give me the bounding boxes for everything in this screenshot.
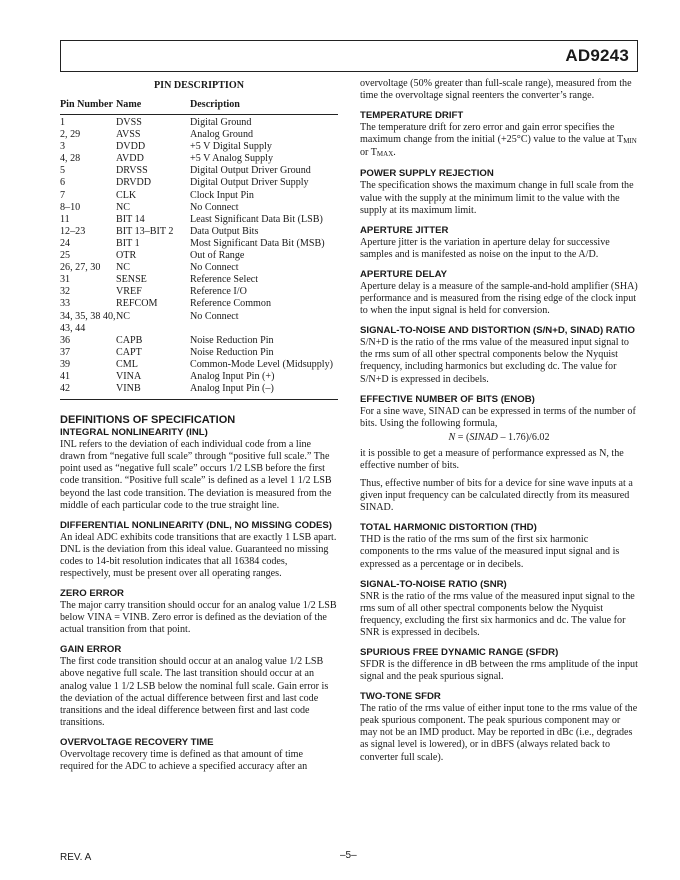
pin-description-cell: Digital Output Driver Ground: [190, 165, 311, 177]
pin-number-cell: 2, 29: [60, 129, 81, 141]
section-heading: TWO-TONE SFDR: [360, 691, 441, 703]
section-heading: INTEGRAL NONLINEARITY (INL): [60, 427, 208, 439]
pin-number-cell: 36: [60, 334, 71, 346]
right-definitions: [360, 168, 638, 385]
section-paragraph: The first code transition should occur at an analog value 1/2 LSB above negative full scale. The last transition should occur at an analog value 1 1/2 LSB below the nominal full scale. Gain error is the deviation of the actual difference between first and last code transitions and the ideal difference between first and last code transitions.: [60, 656, 329, 728]
section-heading: OVERVOLTAGE RECOVERY TIME: [60, 736, 214, 748]
col-header-pin: Pin Number: [60, 99, 116, 115]
pin-description-cell: Reference Common: [190, 298, 272, 310]
section-paragraph: Overvoltage recovery time is defined as that amount of time required for the ADC to achieve a specified accuracy after an: [60, 748, 308, 773]
temp-min-subscript: MIN: [623, 137, 637, 146]
table-row: [60, 371, 338, 383]
section-paragraph: The major carry transition should occur for an analog value 1/2 LSB below VINA = VINB. Zero error is defined as the deviation of the actual transition from that point.: [60, 600, 337, 636]
left-column: [60, 78, 338, 773]
pin-number-cell: 34, 35, 38 40, 43, 44: [60, 310, 116, 334]
table-row: [60, 141, 338, 153]
pin-name-cell: CLK: [116, 189, 137, 201]
section-heading: SIGNAL-TO-NOISE RATIO (SNR): [360, 578, 507, 590]
footer-revision: REV. A: [60, 852, 92, 863]
pin-description-cell: Analog Input Pin (+): [190, 370, 275, 382]
table-row: [60, 115, 338, 130]
table-row: [60, 262, 338, 274]
pin-description-cell: Digital Output Driver Supply: [190, 177, 309, 189]
pin-description-cell: Digital Ground: [190, 117, 252, 128]
enob-para-2: it is possible to get a measure of performance expressed as N, the effective number of bits.: [360, 447, 624, 471]
enob-para-3: Thus, effective number of bits for a device for sine wave inputs at a given input frequency can be calculated directly from its measured SINAD.: [360, 478, 633, 514]
right-column: [360, 78, 638, 764]
pin-name-cell: BIT 14: [116, 213, 145, 225]
pin-name-cell: DRVSS: [116, 165, 148, 177]
temp-drift-heading: TEMPERATURE DRIFT: [360, 110, 464, 122]
pin-name-cell: SENSE: [116, 274, 147, 286]
formula-sinad: SINAD: [469, 431, 498, 443]
pin-description-cell: +5 V Digital Supply: [190, 141, 272, 153]
right-definitions-2: [360, 522, 638, 763]
pin-number-cell: 5: [60, 165, 66, 177]
pin-name-cell: CAPB: [116, 334, 143, 346]
pin-number-cell: 37: [60, 346, 71, 358]
table-row: [60, 347, 338, 359]
section-heading: GAIN ERROR: [60, 644, 122, 656]
page-header-box: [60, 40, 638, 72]
section-heading: SIGNAL-TO-NOISE AND DISTORTION (S/N+D, SINAD) RATIO: [360, 325, 635, 337]
pin-number-cell: 25: [60, 250, 71, 262]
table-row: [60, 177, 338, 189]
table-row: [60, 286, 338, 298]
section-heading: ZERO ERROR: [60, 588, 124, 600]
pin-name-cell: VINB: [116, 383, 141, 395]
section-paragraph: Aperture delay is a measure of the sample-and-hold amplifier (SHA) performance and is measured from the rising edge of the clock input to when the input signal is held for conversion.: [360, 280, 638, 317]
table-row: [60, 359, 338, 371]
pin-name-cell: BIT 1: [116, 237, 140, 249]
section-heading: DIFFERENTIAL NONLINEARITY (DNL, NO MISSING CODES): [60, 519, 333, 531]
table-row: [60, 250, 338, 262]
section-heading: APERTURE JITTER: [360, 224, 449, 236]
left-definitions: [60, 427, 338, 773]
enob-formula: [360, 432, 638, 444]
pin-number-cell: 4, 28: [60, 153, 81, 165]
table-bottom-rule: [60, 399, 338, 400]
pin-name-cell: NC: [116, 262, 131, 274]
section-paragraph: The specification shows the maximum change in full scale from the value with the supply at the minimum limit to the value with the supply at its maximum limit.: [360, 180, 634, 216]
col-header-name: Name: [116, 99, 190, 115]
temp-drift-text: [360, 122, 638, 160]
temp-drift-text-c: .: [393, 147, 396, 159]
pin-description-cell: Least Significant Data Bit (LSB): [190, 213, 323, 225]
formula-mid: = (: [455, 431, 470, 443]
footer-page-number: –5–: [340, 850, 357, 861]
section-paragraph: THD is the ratio of the rms sum of the first six harmonic components to the rms value of the measured input signal and is expressed as a percentage or in decibels.: [360, 534, 620, 570]
pin-description-cell: Analog Input Pin (–): [190, 383, 274, 395]
temp-drift-text-a: The temperature drift for zero error and gain error specifies the maximum change from the initial (+25°C) value to the value at T: [360, 122, 624, 146]
pin-name-cell: AVDD: [116, 153, 144, 165]
section-heading: TOTAL HARMONIC DISTORTION (THD): [360, 522, 537, 534]
pin-name-cell: NC: [116, 201, 131, 213]
table-row: [60, 190, 338, 202]
section-paragraph: S/N+D is the ratio of the rms value of the measured input signal to the rms sum of all other spectral components below the Nyquist frequency, including harmonics but excluding dc. The value for S/N+D is expressed in decibels.: [360, 337, 629, 385]
pin-name-cell: OTR: [116, 250, 137, 262]
pin-name-cell: DVDD: [116, 141, 146, 153]
pin-description-cell: Out of Range: [190, 250, 245, 262]
temp-max-subscript: MAX: [376, 150, 394, 159]
pin-description-cell: Clock Input Pin: [190, 189, 254, 201]
pin-description-cell: Noise Reduction Pin: [190, 334, 274, 346]
pin-description-cell: Common-Mode Level (Midsupply): [190, 358, 333, 370]
pin-name-cell: DVSS: [116, 117, 142, 128]
pin-number-cell: 32: [60, 286, 71, 298]
pin-number-cell: 11: [60, 213, 70, 225]
section-heading: SPURIOUS FREE DYNAMIC RANGE (SFDR): [360, 647, 559, 658]
section-paragraph: INL refers to the deviation of each individual code from a line drawn from “negative full scale” through “positive full scale.” The point used as “negative full scale” occurs 1/2 LSB before the first code transition. “Positive full scale” is defined as a level 1 1/2 LSB beyond the last code transition. The deviation is measured from the middle of each particular code to the true straight line.: [60, 439, 332, 511]
formula-end: – 1.76)/6.02: [497, 431, 550, 443]
section-paragraph: An ideal ADC exhibits code transitions that are exactly 1 LSB apart. DNL is the deviation from this ideal value. Guaranteed no missing codes to 14-bit resolution indicates that all 16384 codes, respectively, must be present over all operating ranges.: [60, 531, 337, 579]
section-paragraph: The ratio of the rms value of either input tone to the rms value of the peak spurious component. The peak spurious component may or may not be an IMD product. May be reported in dBc (i.e., degrades as signal level is lowered), or in dBFS (always related back to converter full scale).: [360, 703, 638, 763]
part-number: AD9243: [565, 46, 629, 65]
pin-number-cell: 1: [60, 117, 66, 128]
definitions-title: DEFINITIONS OF SPECIFICATION: [60, 414, 236, 427]
pin-number-cell: 31: [60, 274, 71, 286]
pin-description-cell: Data Output Bits: [190, 225, 259, 237]
pin-description-cell: Noise Reduction Pin: [190, 346, 274, 358]
pin-description-cell: +5 V Analog Supply: [190, 153, 273, 165]
pin-name-cell: VREF: [116, 286, 142, 298]
pin-name-cell: BIT 13–BIT 2: [116, 225, 174, 237]
pin-number-cell: 24: [60, 237, 71, 249]
overvoltage-continuation: overvoltage (50% greater than full-scale range), measured from the time the overvoltage signal reenters the converter’s range.: [360, 78, 632, 102]
pin-name-cell: CML: [116, 358, 138, 370]
pin-description-table: [60, 99, 338, 395]
pin-number-cell: 42: [60, 383, 71, 395]
section-heading: APERTURE DELAY: [360, 268, 448, 280]
pin-description-cell: No Connect: [190, 310, 239, 322]
pin-number-cell: 3: [60, 141, 66, 153]
pin-number-cell: 12–23: [60, 225, 86, 237]
pin-number-cell: 26, 27, 30: [60, 262, 101, 274]
pin-description-cell: No Connect: [190, 262, 239, 274]
pin-name-cell: REFCOM: [116, 298, 158, 310]
pin-name-cell: VINA: [116, 370, 142, 382]
pin-description-cell: Analog Ground: [190, 129, 254, 141]
formula-n: N: [448, 431, 456, 443]
enob-para-1: For a sine wave, SINAD can be expressed in terms of the number of bits. Using the following formula,: [360, 405, 636, 429]
pin-table-body: [60, 115, 338, 396]
pin-number-cell: 39: [60, 358, 71, 370]
pin-name-cell: CAPT: [116, 346, 142, 358]
enob-heading: EFFECTIVE NUMBER OF BITS (ENOB): [360, 393, 535, 405]
pin-name-cell: DRVDD: [116, 177, 152, 189]
pin-number-cell: 8–10: [60, 201, 81, 213]
col-header-description: Description: [190, 99, 338, 115]
pin-name-cell: NC: [116, 310, 131, 322]
pin-description-cell: Most Significant Data Bit (MSB): [190, 237, 325, 249]
section-paragraph: SNR is the ratio of the rms value of the measured input signal to the rms sum of all other spectral components below the Nyquist frequency, excluding the first six harmonics and dc. The value for SNR is expressed in decibels.: [360, 590, 635, 638]
table-row: [60, 153, 338, 165]
pin-number-cell: 7: [60, 189, 66, 201]
table-row: [60, 274, 338, 286]
pin-description-cell: No Connect: [190, 201, 239, 213]
pin-table-title: PIN DESCRIPTION: [153, 80, 245, 91]
section-heading: POWER SUPPLY REJECTION: [360, 168, 494, 180]
table-row: [60, 226, 338, 238]
table-row: [60, 202, 338, 214]
table-row: [60, 165, 338, 177]
table-row: [60, 214, 338, 226]
pin-number-cell: 33: [60, 298, 71, 310]
pin-name-cell: AVSS: [116, 129, 141, 141]
table-row: [60, 238, 338, 250]
table-row: [60, 383, 338, 395]
table-row: [60, 311, 338, 335]
section-paragraph: Aperture jitter is the variation in aperture delay for successive samples and is manifested as noise on the input to the A/D.: [360, 236, 610, 260]
table-row: [60, 298, 338, 310]
section-paragraph: SFDR is the difference in dB between the rms amplitude of the input signal and the peak spurious signal.: [360, 659, 638, 683]
pin-number-cell: 6: [60, 177, 66, 189]
temp-drift-text-b: or T: [360, 147, 377, 159]
table-row: [60, 129, 338, 141]
pin-description-cell: Reference Select: [190, 274, 259, 286]
pin-number-cell: 41: [60, 370, 71, 382]
pin-description-cell: Reference I/O: [190, 286, 247, 298]
table-row: [60, 335, 338, 347]
